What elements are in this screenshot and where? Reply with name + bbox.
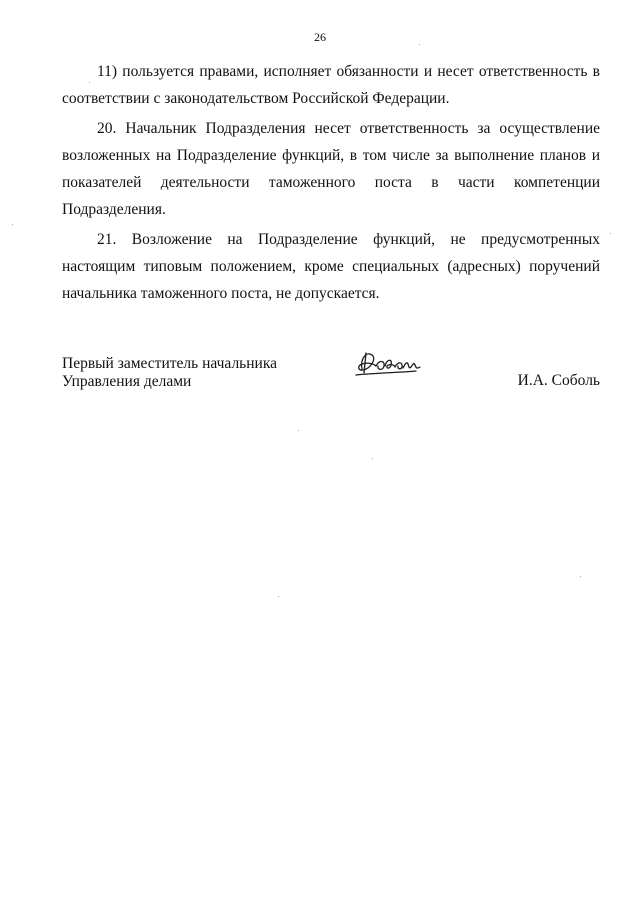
scan-speck [580,576,581,577]
signatory-title [62,355,277,391]
signatory-title-line-2: Управления делами [62,373,192,390]
signatory-name: И.А. Соболь [517,372,600,389]
scan-speck [372,458,373,459]
scan-speck [419,44,420,45]
scan-speck [12,224,13,225]
document-body [62,58,600,310]
signatory-title-line-1: Первый заместитель начальника [62,355,278,372]
paragraph-21: 21. Возложение на Подразделение функций, не предусмотренных настоящим типовым положением, кроме специальных (адресных) поручений начальника таможенного поста, не допускается. [62,231,600,302]
scan-speck [298,430,299,431]
signature-block [62,355,600,395]
scan-speck [610,233,611,234]
handwritten-signature [352,347,432,381]
page-number: 26 [314,30,326,44]
paragraph-20: 20. Начальник Подразделения несет ответственность за осуществление возложенных на Подразделение функций, в том числе за выполнение планов и показателей деятельности таможенного поста в части компетенции Подразделения. [62,120,600,218]
scan-speck [89,82,90,83]
paragraph-11: 11) пользуется правами, исполняет обязанности и несет ответственность в соответствии с законодательством Российской Федерации. [62,63,600,107]
scan-speck [278,596,279,597]
